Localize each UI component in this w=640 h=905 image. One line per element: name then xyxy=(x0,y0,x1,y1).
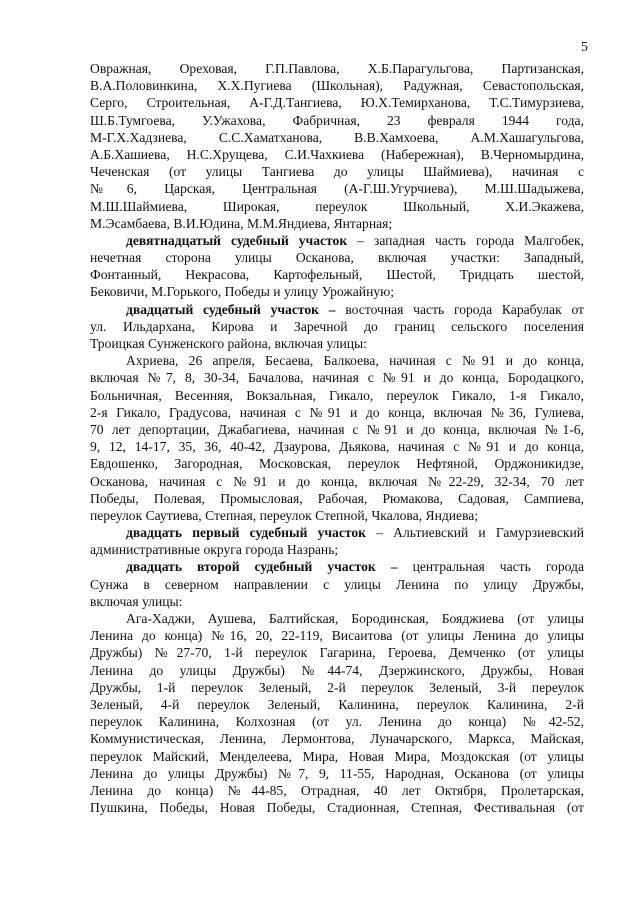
line-text: Ш.Б.Тумгоева, У.Ужахова, Фабричная, 23 февраля 1944 года, xyxy=(90,112,584,128)
text-line xyxy=(90,129,584,146)
line-text: Серго, Строительная, А-Г.Д.Тангиева, Ю.Х.Темирханова, Т.С.Тимурзиева, xyxy=(90,95,584,111)
line-text: В.А.Половинкина, Х.Х.Пугиева (Школьная), Радужная, Севастопольская, xyxy=(90,78,584,94)
text-line xyxy=(90,438,584,455)
line-text: Ленина до конца) №16, 20, 22-119, Висаитова (от улицы Ленина до улицы xyxy=(90,628,584,644)
line-text: Дружбы, 1-й переулок Зеленый, 2-й переулок Зеленый, 3-й переулок xyxy=(90,679,584,695)
text-line xyxy=(90,662,584,679)
line-text: – западная часть города Малгобек, xyxy=(347,232,584,248)
text-line xyxy=(90,644,584,661)
text-line xyxy=(90,627,584,644)
text-line xyxy=(90,593,584,610)
line-text: Коммунистическая, Ленина, Лермонтова, Луначарского, Маркса, Майская, xyxy=(90,731,584,747)
text-line xyxy=(90,387,584,404)
line-text: нечетная сторона улицы Осканова, включая участки: Западный, xyxy=(90,250,584,266)
line-text: 70 лет депортации, Джабагиева, начиная с №91 и до конца, включая №1-6, xyxy=(90,421,584,437)
line-text: М-Г.Х.Хадзиева, С.С.Хаматханова, В.В.Хамхоева, А.М.Хашагульгова, xyxy=(90,129,584,145)
text-line xyxy=(90,249,584,266)
line-text: Ага-Хаджи, Аушева, Балтийская, Бородинская, Бояджиева (от улицы xyxy=(126,611,584,626)
line-text: Пушкина, Победы, Новая Победы, Стадионная, Степная, Фестивальная (от xyxy=(90,800,584,816)
line-text: включая улицы: xyxy=(90,593,183,609)
line-text: включая №7, 8, 30-34, Бачалова, начиная с №91 и до конца, Бородацкого, xyxy=(90,370,584,386)
text-line xyxy=(90,679,584,696)
text-line xyxy=(90,112,584,129)
line-text: Дружбы) №27-70, 1-й переулок Гагарина, Героева, Демченко (от улицы xyxy=(90,645,584,661)
text-line xyxy=(90,455,584,472)
text-line xyxy=(90,730,584,747)
text-line xyxy=(90,352,584,369)
text-line xyxy=(90,765,584,782)
text-line xyxy=(90,421,584,438)
text-line xyxy=(90,163,584,180)
section-heading: двадцать первый судебный участок xyxy=(126,525,367,541)
text-line xyxy=(90,524,584,541)
line-text: Осканова, начиная с №91 и до конца, включая №22-29, 32-34, 70 лет xyxy=(90,473,584,489)
text-line xyxy=(90,558,584,575)
text-line xyxy=(90,490,584,507)
section-heading: двадцатый судебный участок – xyxy=(126,301,336,317)
line-text: Ленина до улицы Дружбы) №7, 9, 11-55, Народная, Осканова (от улицы xyxy=(90,765,584,781)
text-line xyxy=(90,473,584,490)
line-text: ул. Ильдархана, Кирова и Заречной до границ сельского поселения xyxy=(90,318,584,334)
line-text: восточная часть города Карабулак от xyxy=(335,301,584,317)
line-text: переулок Саутиева, Степная, переулок Степной, Чкалова, Яндиева; xyxy=(90,507,479,523)
text-line xyxy=(90,215,584,232)
page-number: 5 xyxy=(581,40,588,55)
text-line xyxy=(90,283,584,300)
line-text: №6, Царская, Центральная (А-Г.Ш.Угурчиева), М.Ш.Шадыжева, xyxy=(90,181,584,197)
line-text: Зеленый, 4-й переулок Зеленый, Калинина, переулок Калинина, 2-й xyxy=(90,696,584,712)
line-text: административные округа города Назрань; xyxy=(90,542,339,558)
text-line xyxy=(90,507,584,524)
line-text: Троицкая Сунженского района, включая улицы: xyxy=(90,336,367,351)
text-line xyxy=(90,318,584,335)
text-line xyxy=(90,77,584,94)
line-text: Больничная, Весенняя, Вокзальная, Гикало, переулок Гикало, 1-я Гикало, xyxy=(90,387,584,403)
line-text: – Альтиевский и Гамурзиевский xyxy=(366,525,585,541)
line-text: М.Ш.Шаймиева, Широкая, переулок Школьный, Х.И.Экажева, xyxy=(90,198,584,214)
line-text: Чеченская (от улицы Тангиева до улицы Шаймиева), начиная с xyxy=(90,164,584,180)
line-text: Овражная, Ореховая, Г.П.Павлова, Х.Б.Парагульгова, Партизанская, xyxy=(90,61,584,76)
text-line xyxy=(90,301,584,318)
text-line xyxy=(90,60,584,77)
text-line xyxy=(90,696,584,713)
text-line xyxy=(90,232,584,249)
text-line xyxy=(90,541,584,558)
text-line xyxy=(90,404,584,421)
line-text: Ахриева, 26 апреля, Бесаева, Балкоева, начиная с №91 и до конца, xyxy=(126,353,584,369)
section-heading: девятнадцатый судебный участок xyxy=(126,232,348,248)
text-line xyxy=(90,266,584,283)
line-text: Евдошенко, Загородная, Московская, переулок Нефтяной, Орджоникидзе, xyxy=(90,456,584,472)
text-line xyxy=(90,713,584,730)
line-text: Ленина до улицы Дружбы) №44-74, Дзержинского, Дружбы, Новая xyxy=(90,662,584,678)
line-text: А.Б.Хашиева, Н.С.Хрущева, С.И.Чахкиева (Набережная), В.Черномырдина, xyxy=(90,146,584,162)
line-text: переулок Калинина, Колхозная (от ул. Ленина до конца) №42-52, xyxy=(90,714,584,730)
text-line xyxy=(90,146,584,163)
line-text: Ленина до конца) №44-85, Отрадная, 40 лет Октября, Пролетарская, xyxy=(90,782,584,798)
text-line xyxy=(90,782,584,799)
text-line xyxy=(90,335,584,352)
document-body xyxy=(90,60,584,816)
line-text: переулок Майский, Менделеева, Мира, Новая Мира, Моздокская (от улицы xyxy=(90,748,584,764)
text-line xyxy=(90,94,584,111)
text-line xyxy=(90,180,584,197)
text-line xyxy=(90,576,584,593)
line-text: Фонтанный, Некрасова, Картофельный, Шестой, Тридцать шестой, xyxy=(90,267,584,283)
line-text: 2-я Гикало, Градусова, начиная с №91 и до конца, включая №36, Гулиева, xyxy=(90,404,584,420)
section-heading: двадцать второй судебный участок – xyxy=(126,559,398,575)
line-text: центральная часть города xyxy=(397,559,584,575)
line-text: М.Эсамбаева, В.И.Юдина, М.М.Яндиева, Янтарная; xyxy=(90,215,393,231)
text-line xyxy=(90,799,584,816)
line-text: Победы, Полевая, Промысловая, Рабочая, Рюмакова, Садовая, Сампиева, xyxy=(90,490,584,506)
line-text: Сунжа в северном направлении с улицы Ленина по улицу Дружбы, xyxy=(90,576,584,592)
line-text: Бековичи, М.Горького, Победы и улицу Урожайную; xyxy=(90,284,395,300)
text-line xyxy=(90,198,584,215)
line-text: 9, 12, 14-17, 35, 36, 40-42, Дзаурова, Дьякова, начиная с №91 и до конца, xyxy=(90,439,584,455)
text-line xyxy=(90,610,584,627)
text-line xyxy=(90,748,584,765)
text-line xyxy=(90,369,584,386)
